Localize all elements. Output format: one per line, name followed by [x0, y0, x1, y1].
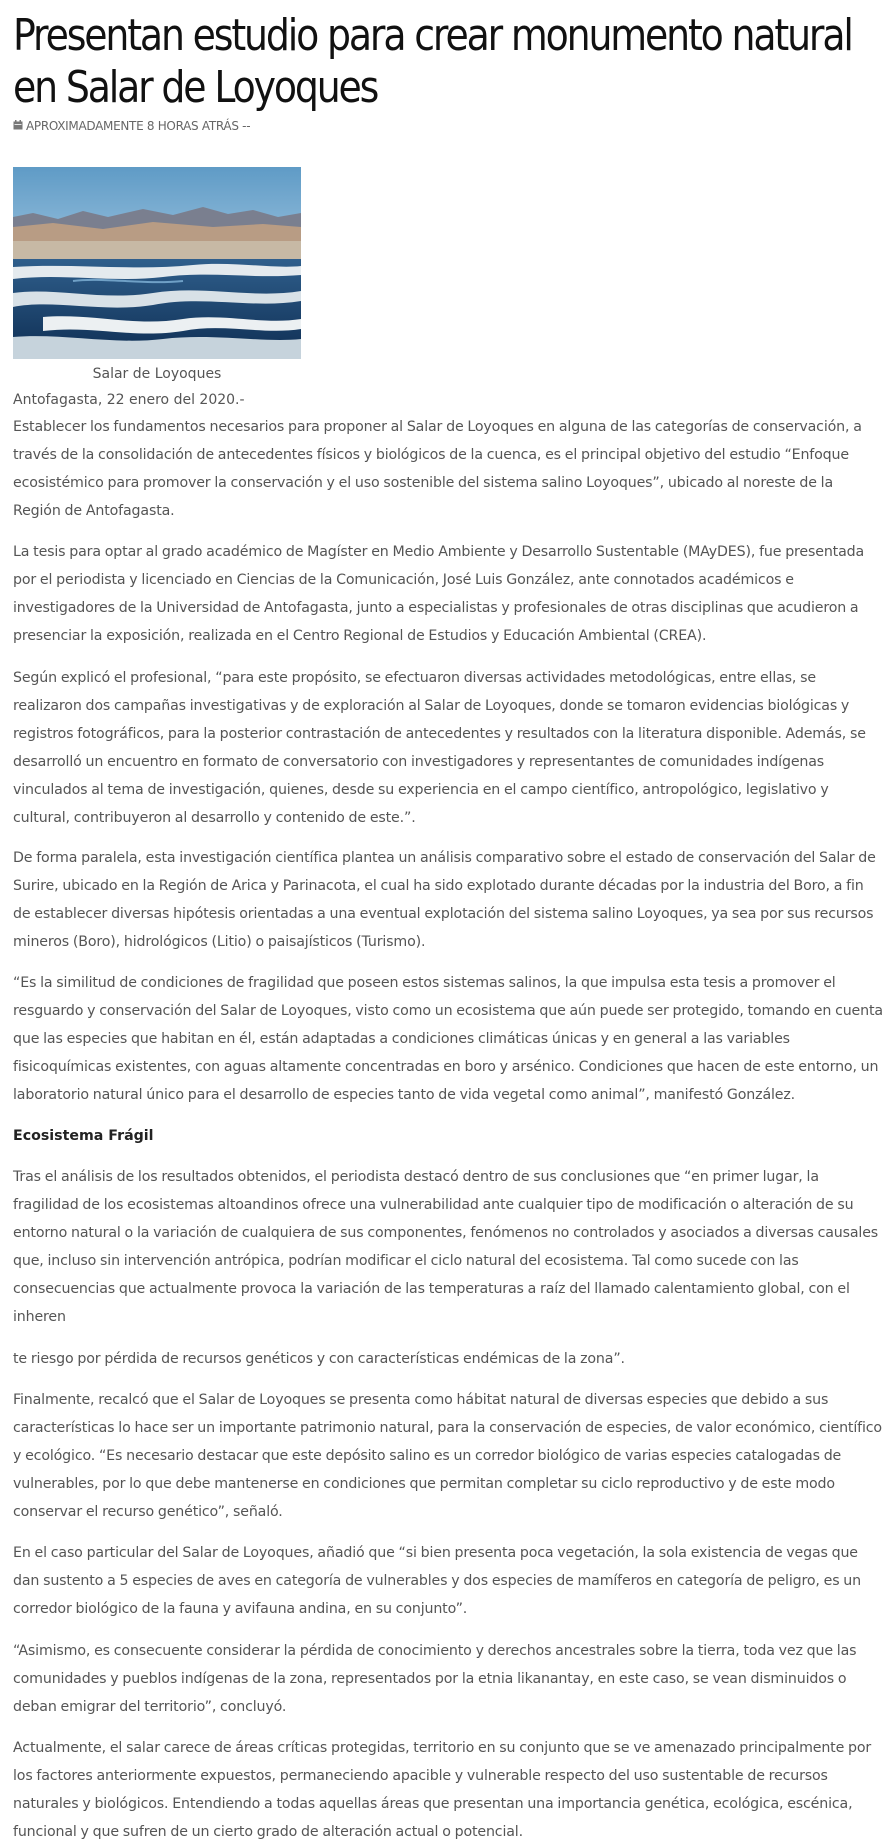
- dateline: Antofagasta, 22 enero del 2020.-: [13, 392, 245, 408]
- paragraph: “Es la similitud de condiciones de fragilidad que poseen estos sistemas salinos, la que impulsa esta tesis a promover el resguardo y conservación del Salar de Loyoques, visto como un ecosistema que aún puede ser protegido, tomando en cuenta que las especies que habitan en él, están adaptadas a condiciones climáticas únicas y en general a las variables fisicoquímicas existentes, con aguas altamente concentradas en boro y arsénico. Condiciones que hacen de este entorno, un laboratorio natural único para el desarrollo de especies tanto de vida vegetal como animal”, manifestó González.: [13, 975, 883, 1103]
- article-title: Presentan estudio para crear monumento natural en Salar de Loyoques: [13, 10, 852, 113]
- subheading: Ecosistema Frágil: [13, 1128, 154, 1144]
- paragraph: Según explicó el profesional, “para este propósito, se efectuaron diversas actividades metodológicas, entre ellas, se realizaron dos campañas investigativas y de exploración al Salar de Loyoques, donde se tomaron evidencias biológicas y registros fotográficos, para la posterior contrastación de antecedentes y resultados con la literatura disponible. Además, se desarrolló un encuentro en formato de conversatorio con investigadores y representantes de comunidades indígenas vinculados al tema de investigación, quienes, desde su experiencia en el campo científico, antropológico, legislativo y cultural, contribuyeron al desarrollo y contenido de este.”.: [13, 670, 866, 826]
- paragraph: Actualmente, el salar carece de áreas críticas protegidas, territorio en su conjunto que se ve amenazado principalmente por los factores anteriormente expuestos, permaneciendo apacible y vulnerable respecto del uso sustentable de recursos naturales y biológicos. Entendiendo a todas aquellas áreas que presentan una importancia genética, ecológica, escénica, funcional y que sufren de un cierto grado de alteración actual o potencial.: [13, 1740, 872, 1840]
- paragraph: “Asimismo, es consecuente considerar la pérdida de conocimiento y derechos ancestrales sobre la tierra, toda vez que las comunidades y pueblos indígenas de la zona, representados por la etnia likanantay, en este caso, se vean disminuidos o deban emigrar del territorio”, concluyó.: [13, 1643, 857, 1715]
- paragraph: te riesgo por pérdida de recursos genéticos y con características endémicas de la zona”.: [13, 1351, 625, 1367]
- paragraph: De forma paralela, esta investigación científica plantea un análisis comparativo sobre el estado de conservación del Salar de Surire, ubicado en la Región de Arica y Parinacota, el cual ha sido explotado durante décadas por la industria del Boro, a fin de establecer diversas hipótesis orientadas a una eventual explotación del sistema salino Loyoques, ya sea por sus recursos mineros (Boro), hidrológicos (Litio) o paisajísticos (Turismo).: [13, 850, 876, 950]
- article: [13, 0, 883, 1846]
- article-time: APROXIMADAMENTE 8 HORAS ATRÁS --: [26, 119, 251, 133]
- paragraph: Establecer los fundamentos necesarios para proponer al Salar de Loyoques en alguna de las categorías de conservación, a través de la consolidación de antecedentes físicos y biológicos de la cuenca, es el principal objetivo del estudio “Enfoque ecosistémico para promover la conservación y el uso sostenible del sistema salino Loyoques”, ubicado al noreste de la Región de Antofagasta.: [13, 419, 862, 519]
- article-meta: [13, 118, 883, 134]
- calendar-icon: [13, 120, 23, 130]
- article-figure: [13, 167, 301, 384]
- salar-photo: [13, 167, 301, 359]
- image-caption: Salar de Loyoques: [92, 366, 222, 382]
- paragraph: En el caso particular del Salar de Loyoques, añadió que “si bien presenta poca vegetación, la sola existencia de vegas que dan sustento a 5 especies de aves en categoría de vulnerables y dos especies de mamíferos en categoría de peligro, es un corredor biológico de la fauna y avifauna andina, en su conjunto”.: [13, 1545, 861, 1617]
- paragraph: La tesis para optar al grado académico de Magíster en Medio Ambiente y Desarrollo Sustentable (MAyDES), fue presentada por el periodista y licenciado en Ciencias de la Comunicación, José Luis González, ante connotados académicos e investigadores de la Universidad de Antofagasta, junto a especialistas y profesionales de otras disciplinas que acudieron a presenciar la exposición, realizada en el Centro Regional de Estudios y Educación Ambiental (CREA).: [13, 544, 865, 644]
- paragraph: Finalmente, recalcó que el Salar de Loyoques se presenta como hábitat natural de diversas especies que debido a sus características lo hace ser un importante patrimonio natural, para la conservación de especies, de valor económico, científico y ecológico. “Es necesario destacar que este depósito salino es un corredor biológico de varias especies catalogadas de vulnerables, por lo que debe mantenerse en condiciones que permitan completar su ciclo reproductivo y de este modo conservar el recurso genético”, señaló.: [13, 1392, 882, 1520]
- paragraph: Tras el análisis de los resultados obtenidos, el periodista destacó dentro de sus conclusiones que “en primer lugar, la fragilidad de los ecosistemas altoandinos ofrece una vulnerabilidad ante cualquier tipo de modificación o alteración de su entorno natural o la variación de cualquiera de sus componentes, fenómenos no controlados y asociados a diversas causales que, incluso sin intervención antrópica, podrían modificar el ciclo natural del ecosistema. Tal como sucede con las consecuencias que actualmente provoca la variación de las temperaturas a raíz del llamado calentamiento global, con el inheren: [13, 1169, 879, 1325]
